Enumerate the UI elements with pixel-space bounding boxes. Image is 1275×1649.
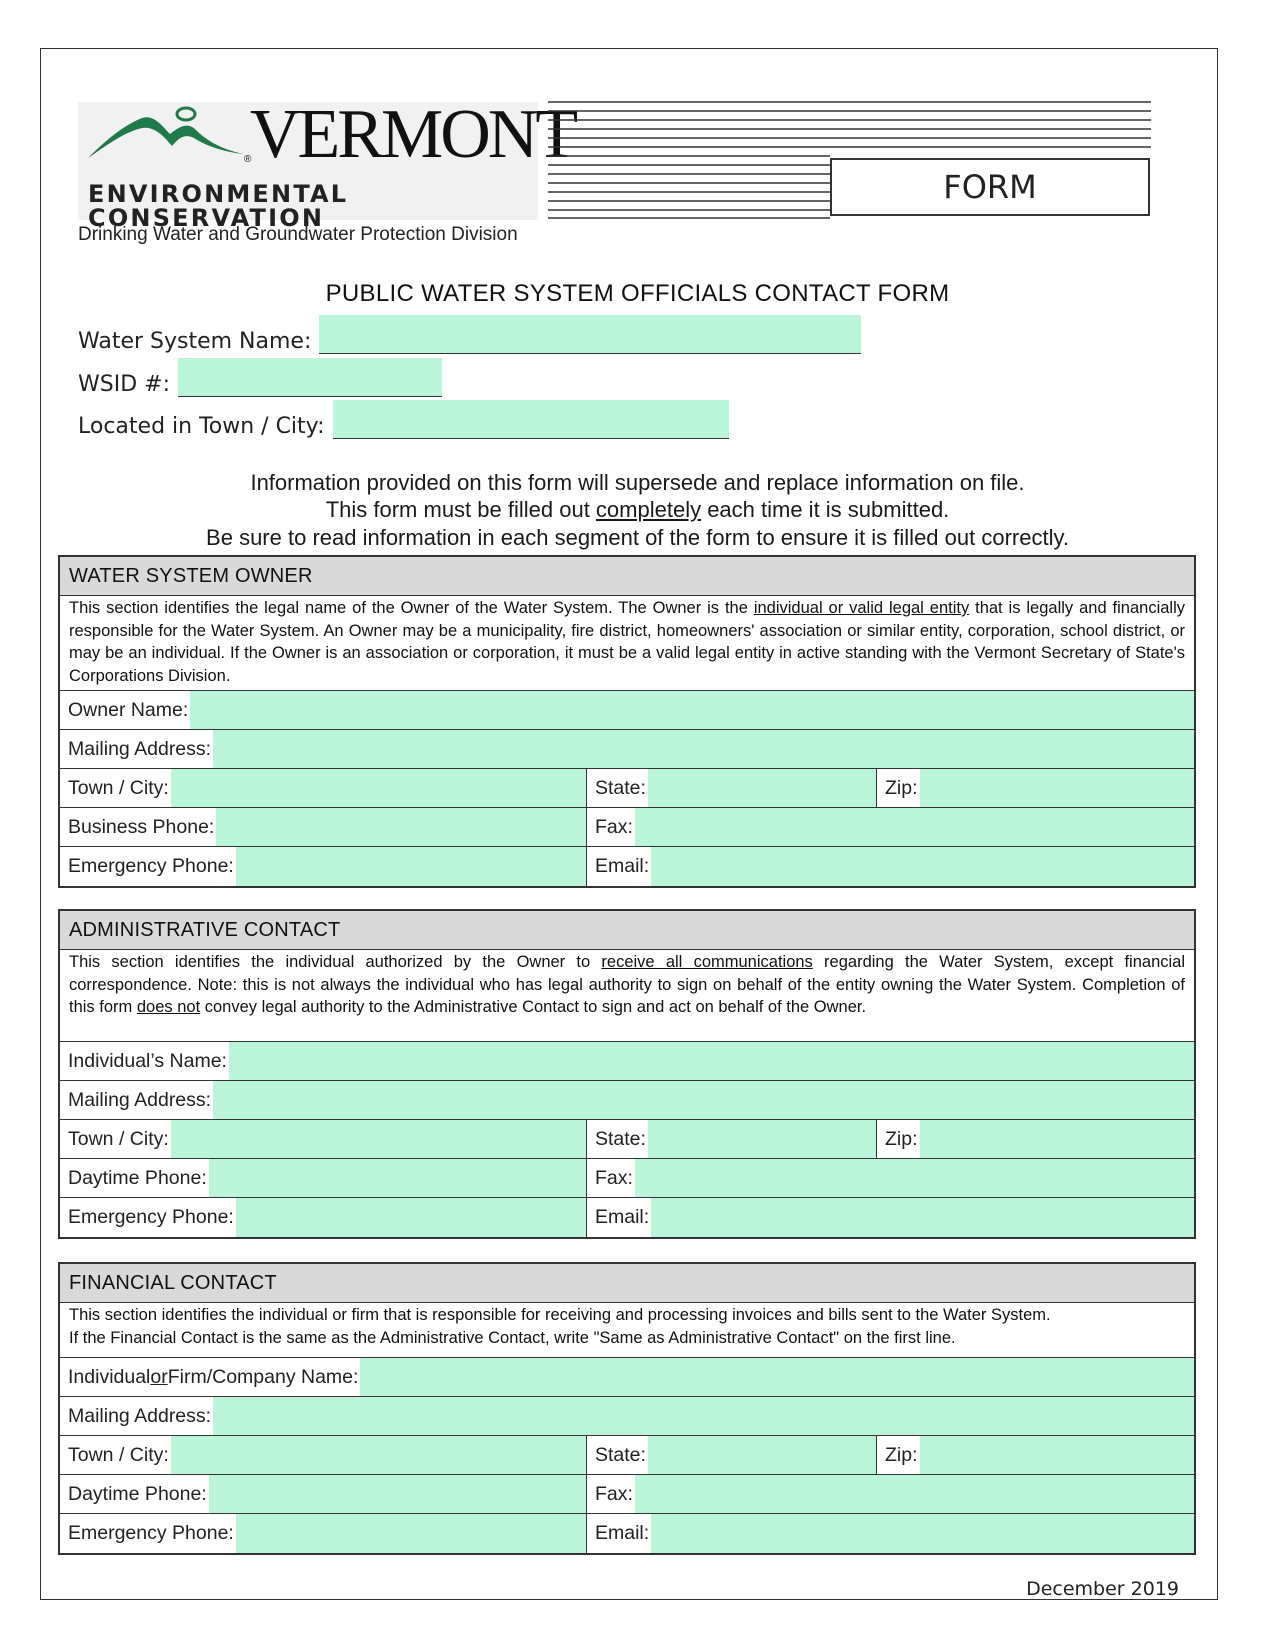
admin-state-input[interactable] [648, 1120, 876, 1158]
financial-desc-line-2: If the Financial Contact is the same as the Administrative Contact, write "Same as Administrative Contact" on the first line. [69, 1328, 956, 1347]
registered-mark: ® [244, 154, 252, 165]
admin-zip-input[interactable] [920, 1120, 1194, 1158]
financial-phone-label: Daytime Phone: [60, 1475, 209, 1513]
admin-town-row [60, 1120, 1194, 1159]
owner-name-label: Owner Name: [60, 691, 190, 729]
located-town-input[interactable] [333, 400, 729, 439]
financial-mailing-row [60, 1397, 1194, 1436]
financial-desc-line-1: This section identifies the individual or firm that is responsible for receiving and processing invoices and bills sent to the Water System. [69, 1306, 1051, 1324]
financial-mailing-input[interactable] [213, 1397, 1194, 1435]
owner-phone-row [60, 808, 1194, 847]
wsid-row [78, 358, 442, 397]
financial-name-label-part: Individual [68, 1365, 151, 1388]
admin-emergency-label: Emergency Phone: [60, 1198, 236, 1237]
form-label-box: FORM [830, 158, 1150, 216]
notice-line-2 [0, 497, 1275, 523]
owner-zip-label: Zip: [877, 769, 920, 807]
admin-fax-input[interactable] [635, 1159, 1194, 1197]
admin-mailing-input[interactable] [213, 1081, 1194, 1119]
financial-name-label [60, 1358, 360, 1396]
owner-emergency-row [60, 847, 1194, 886]
admin-desc-part: convey legal authority to the Administrative Contact to sign and act on behalf of the Owner. [200, 998, 867, 1016]
owner-section-heading: WATER SYSTEM OWNER [60, 557, 1194, 596]
mountain-logo-icon [84, 104, 254, 168]
admin-mailing-row [60, 1081, 1194, 1120]
water-system-name-label: Water System Name: [78, 329, 312, 354]
owner-name-input[interactable] [190, 691, 1194, 729]
admin-email-label: Email: [587, 1198, 651, 1237]
financial-fax-input[interactable] [635, 1475, 1194, 1513]
financial-section [58, 1262, 1196, 1555]
located-town-label: Located in Town / City: [78, 414, 325, 439]
admin-state-label: State: [587, 1120, 648, 1158]
notice-line-3: Be sure to read information in each segment of the form to ensure it is filled out correctly. [206, 525, 1069, 550]
owner-desc-part: This section identifies the legal name of the Owner of the Water System. The Owner is the [69, 599, 754, 617]
revision-date: December 2019 [1026, 1578, 1179, 1600]
notice-line-2-end: each time it is submitted. [701, 497, 950, 522]
financial-email-input[interactable] [651, 1514, 1194, 1553]
owner-mailing-input[interactable] [213, 730, 1194, 768]
financial-state-input[interactable] [648, 1436, 876, 1474]
admin-email-input[interactable] [651, 1198, 1194, 1237]
financial-town-row [60, 1436, 1194, 1475]
admin-fax-label: Fax: [587, 1159, 635, 1197]
owner-phone-label: Business Phone: [60, 808, 216, 846]
admin-desc-part: regarding the Water System, except financial correspondence. Note: this is not always the individual who has legal authority to sign on behalf of the entity owning the Water System. Completion of this form [69, 953, 1185, 1016]
owner-town-input[interactable] [171, 769, 586, 807]
financial-mailing-label: Mailing Address: [60, 1397, 213, 1435]
financial-emergency-row [60, 1514, 1194, 1553]
notice-line-2-start: This form must be filled out [325, 497, 596, 522]
owner-state-input[interactable] [648, 769, 876, 807]
admin-town-label: Town / City: [60, 1120, 171, 1158]
owner-emergency-input[interactable] [236, 847, 586, 886]
admin-desc-underlined: receive all communications [601, 953, 813, 971]
owner-section-description [60, 596, 1194, 691]
wsid-input[interactable] [178, 358, 442, 397]
financial-phone-input[interactable] [209, 1475, 586, 1513]
logo-wordmark: VERMONT [250, 96, 576, 173]
owner-emergency-label: Emergency Phone: [60, 847, 236, 886]
owner-email-label: Email: [587, 847, 651, 886]
division-name: Drinking Water and Groundwater Protection Division [78, 224, 518, 245]
financial-name-row [60, 1358, 1194, 1397]
owner-fax-label: Fax: [587, 808, 635, 846]
admin-desc-underlined: does not [136, 998, 201, 1016]
admin-mailing-label: Mailing Address: [60, 1081, 213, 1119]
admin-emergency-input[interactable] [236, 1198, 586, 1237]
water-system-name-row [78, 315, 861, 354]
owner-section [58, 555, 1196, 888]
located-town-row [78, 400, 729, 439]
admin-phone-row [60, 1159, 1194, 1198]
owner-town-row [60, 769, 1194, 808]
financial-section-heading: FINANCIAL CONTACT [60, 1264, 1194, 1303]
owner-fax-input[interactable] [635, 808, 1194, 846]
financial-email-label: Email: [587, 1514, 651, 1553]
owner-town-label: Town / City: [60, 769, 171, 807]
owner-email-input[interactable] [651, 847, 1194, 886]
notice-line-2-underlined: completely [595, 497, 702, 522]
admin-name-row [60, 1042, 1194, 1081]
financial-name-label-part: Firm/Company Name: [167, 1365, 359, 1388]
financial-section-description [60, 1303, 1194, 1358]
owner-desc-part: that is legally and financially responsible for the Water System. An Owner may be a municipality, fire district, homeowners' association or similar entity, corporation, school district, or may be an individual. If the Owner is an association or corporation, it must be a valid legal entity in active standing with the Vermont Secretary of State's Corporations Division. [69, 599, 1185, 685]
owner-phone-input[interactable] [216, 808, 586, 846]
logo-subtitle: ENVIRONMENTAL CONSERVATION [88, 180, 349, 232]
water-system-name-input[interactable] [319, 315, 861, 354]
wsid-label: WSID #: [78, 372, 170, 397]
notice-line-1: Information provided on this form will supersede and replace information on file. [250, 470, 1025, 495]
financial-town-input[interactable] [171, 1436, 586, 1474]
admin-section [58, 909, 1196, 1239]
admin-emergency-row [60, 1198, 1194, 1237]
financial-emergency-input[interactable] [236, 1514, 586, 1553]
owner-name-row [60, 691, 1194, 730]
admin-phone-label: Daytime Phone: [60, 1159, 209, 1197]
financial-fax-label: Fax: [587, 1475, 635, 1513]
admin-name-label: Individual’s Name: [60, 1042, 229, 1080]
owner-mailing-label: Mailing Address: [60, 730, 213, 768]
admin-zip-label: Zip: [877, 1120, 920, 1158]
admin-town-input[interactable] [171, 1120, 586, 1158]
admin-name-input[interactable] [229, 1042, 1194, 1080]
financial-state-label: State: [587, 1436, 648, 1474]
page-title: PUBLIC WATER SYSTEM OFFICIALS CONTACT FORM [325, 280, 950, 307]
admin-section-description [60, 950, 1194, 1042]
financial-zip-label: Zip: [877, 1436, 920, 1474]
financial-emergency-label: Emergency Phone: [60, 1514, 236, 1553]
financial-phone-row [60, 1475, 1194, 1514]
financial-zip-input[interactable] [920, 1436, 1194, 1474]
owner-state-label: State: [587, 769, 648, 807]
owner-desc-underlined: individual or valid legal entity [753, 599, 970, 617]
vermont-dec-logo [78, 96, 576, 232]
admin-section-heading: ADMINISTRATIVE CONTACT [60, 911, 1194, 950]
admin-desc-part: This section identifies the individual authorized by the Owner to [69, 953, 602, 971]
financial-name-input[interactable] [360, 1358, 1194, 1396]
owner-mailing-row [60, 730, 1194, 769]
financial-name-label-underlined: or [150, 1365, 168, 1388]
admin-phone-input[interactable] [209, 1159, 586, 1197]
financial-town-label: Town / City: [60, 1436, 171, 1474]
owner-zip-input[interactable] [920, 769, 1194, 807]
